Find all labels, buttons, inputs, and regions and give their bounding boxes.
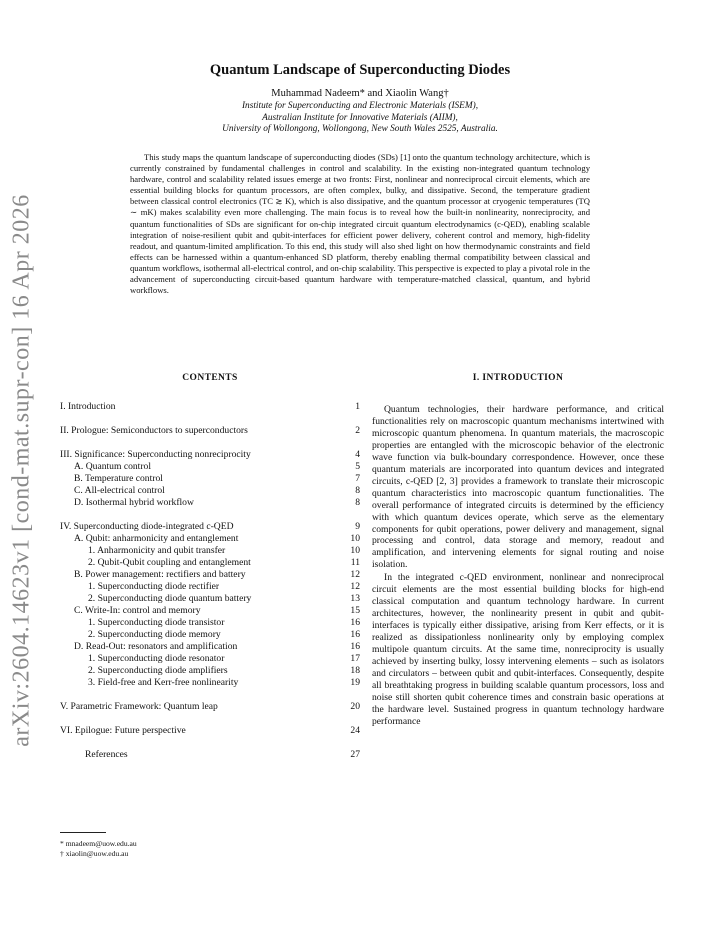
toc-entry-page: 12 [350,569,360,580]
toc-entry[interactable] [60,497,360,509]
arxiv-identifier-stamp [2,180,42,760]
toc-entry-page: 4 [355,449,360,460]
toc-entry[interactable] [60,425,360,437]
footnote-rule [60,832,106,833]
affiliations [100,101,620,136]
toc-entry-label: 2. Qubit-Qubit coupling and entanglement [88,557,251,568]
toc-entry-page: 1 [355,401,360,412]
toc-entry-page: 15 [350,605,360,616]
toc-entry-label: 2. Superconducting diode quantum battery [88,593,252,604]
author-line: Muhammad Nadeem* and Xiaolin Wang† [271,88,449,99]
introduction-body [372,404,664,728]
toc-entry-label: 1. Superconducting diode resonator [88,653,225,664]
introduction-heading: I. INTRODUCTION [472,373,564,383]
footnote-email: † xiaolin@uow.edu.au [60,849,129,858]
toc-entry[interactable] [60,485,360,497]
paper-title: Quantum Landscape of Superconducting Diodes [209,62,511,78]
arxiv-stamp-text: arXiv:2604.14623v1 [cond-mat.supr-con] 16 Apr 2026 [8,193,35,747]
footnote-email: * mnadeem@uow.edu.au [60,839,137,848]
toc-entry[interactable] [60,569,360,581]
toc-entry-label: 1. Anharmonicity and qubit transfer [88,545,226,556]
toc-entry-page: 2 [355,425,360,436]
intro-paragraph: In the integrated c-QED environment, nonlinear and nonreciprocal circuit elements are the most essential building blocks for high-end classical computation and quantum technology hardware. In current architectures, however, the nonlinearity present in qubit and qubit-interfaces is typically either dissipative, arising from Kerr effects, or it is realized as dissipationless nonlinearity only by employing complex multipole quantum circuits. At the same time, nonreciprocity is usually achieved by inserting bulky, lossy intervening elements – such as isolators and circulators – between qubit and qubit-interfaces. Consequently, despite all breathtaking progress in building scalable quantum processors, loss and noise still shorten qubit coherence times and constrain basic operations at the hardware level. Sustained progress in quantum technology hardware performance [372,572,664,727]
toc-entry-page: 20 [350,701,360,712]
toc-entry[interactable] [60,725,360,737]
toc-entry-label: D. Isothermal hybrid workflow [74,497,194,508]
toc-entry-page: 10 [350,533,360,544]
toc-entry-label: 3. Field-free and Kerr-free nonlinearity [88,677,239,688]
toc-entry-label: VI. Epilogue: Future perspective [60,725,186,736]
toc-entry-page: 27 [350,749,360,760]
toc-entry[interactable] [60,461,360,473]
toc-entry-label: IV. Superconducting diode-integrated c-QED [60,521,234,532]
toc-entry[interactable] [60,617,360,629]
toc-entry-page: 19 [350,677,360,688]
toc-entry-label: I. Introduction [60,401,116,412]
toc-entry-page: 13 [350,593,360,604]
toc-entry[interactable] [60,533,360,545]
toc-entry-page: 11 [350,557,360,568]
affiliation-line: University of Wollongong, Wollongong, New South Wales 2525, Australia. [222,124,498,134]
toc-entry[interactable] [60,521,360,533]
toc-entry-label: 1. Superconducting diode transistor [88,617,225,628]
toc-entry-page: 16 [350,629,360,640]
toc-entry-label: 2. Superconducting diode amplifiers [88,665,228,676]
toc-entry-label: V. Parametric Framework: Quantum leap [60,701,218,712]
toc-entry-page: 10 [350,545,360,556]
toc-entry-page: 7 [355,473,360,484]
toc-entry-page: 17 [350,653,360,664]
intro-paragraph: Quantum technologies, their hardware performance, and critical functionalities rely on macroscopic quantum mechanisms intertwined with microscopic quantum phenomena. In quantum materials, the macroscopic properties are entangled with the microscopic behavior of the electronic wave function via bulk-boundary correspondence. However, once these quantum materials are incorporated into quantum devices and integrated circuits, c-QED [2, 3] provides a framework to translate their microscopic quantum characteristics into macroscopic quantum functionalities. The overall performance of integrated circuits is determined by the efficiency with which quantum devices operate, which serve as the elementary components for qubit operations, power delivery and management, signal processing and control, data storage and memory, readout and amplification, and intervening elements for signal routing and noise isolation. [372,404,664,571]
toc-entry-page: 16 [350,617,360,628]
toc-entry[interactable] [60,593,360,605]
toc-entry[interactable] [60,677,360,689]
toc-entry-label: B. Power management: rectifiers and battery [74,569,246,580]
toc-entry[interactable] [60,629,360,641]
toc-entry-label: A. Qubit: anharmonicity and entanglement [74,533,239,544]
footnotes [60,839,137,859]
toc-entry[interactable] [60,401,360,413]
toc-entry-label: C. All-electrical control [74,485,165,496]
toc-entry-page: 18 [350,665,360,676]
toc-entry-label: III. Significance: Superconducting nonreciprocity [60,449,251,460]
toc-entry[interactable] [60,749,360,761]
toc-entry[interactable] [60,545,360,557]
toc-entry[interactable] [60,449,360,461]
abstract: This study maps the quantum landscape of superconducting diodes (SDs) [1] onto the quantum technology architecture, which is currently constrained by fundamental challenges in control and scalability. In the existing non-integrated quantum technology hardware, control and scalability related issues emerge at two fronts: First, nonlinear and nonreciprocal circuit elements, which are essential building blocks for quantum processors, are often complex, bulky, and dissipative. Second, the temperature gradient between classical control electronics (TC ≳ K), which is also dissipative, and the quantum processor at cryogenic temperatures (TQ ∼ mK) makes scalability even more challenging. The main focus is to reveal how the built-in nonlinearity, nonreciprocity, and quantum functionalities of SDs are significant for on-chip integrated circuit quantum electrodynamics (c-QED), enabling scalable integration of noise-resilient qubit and qubit-interfaces for efficient power delivery, coherent control and memory, high-fidelity readout, and quantum-limited amplification. To this end, this study will also shed light on how thermodynamic constraints and field effects can be harnessed within a quantum-enhanced SD platform, thereby enabling thermal compatibility between classical and quantum workflows, isothermal all-electrical control, and on-chip scalability. This perspective is expected to play a pivotal role in the advancement of superconducting circuit-based quantum hardware with temperature-matched classical, quantum, and hybrid workflows. [130,152,590,296]
toc-entry-page: 8 [355,485,360,496]
toc-entry-label: A. Quantum control [74,461,152,472]
affiliation-line: Institute for Superconducting and Electronic Materials (ISEM), [241,101,479,111]
toc-entry-page: 24 [350,725,360,736]
toc-entry-page: 12 [350,581,360,592]
toc-entry[interactable] [60,473,360,485]
affiliation-line: Australian Institute for Innovative Materials (AIIM), [262,112,458,123]
toc-entry-page: 9 [355,521,360,532]
toc-entry-page: 16 [350,641,360,652]
toc-entry-label: References [85,749,128,760]
toc-entry[interactable] [60,665,360,677]
toc-entry[interactable] [60,653,360,665]
toc-entry-page: 8 [355,497,360,508]
toc-entry[interactable] [60,605,360,617]
toc-entry-label: D. Read-Out: resonators and amplification [74,641,238,652]
toc-entry[interactable] [60,701,360,713]
toc-entry[interactable] [60,641,360,653]
toc-entry-label: 2. Superconducting diode memory [88,629,221,640]
toc-entry[interactable] [60,581,360,593]
toc-entry-page: 5 [355,461,360,472]
table-of-contents [60,401,360,761]
toc-entry-label: C. Write-In: control and memory [74,605,201,616]
toc-entry-label: II. Prologue: Semiconductors to superconductors [60,425,248,436]
toc-entry-label: 1. Superconducting diode rectifier [88,581,220,592]
contents-heading: CONTENTS [182,373,238,383]
toc-entry[interactable] [60,557,360,569]
toc-entry-label: B. Temperature control [74,473,163,484]
